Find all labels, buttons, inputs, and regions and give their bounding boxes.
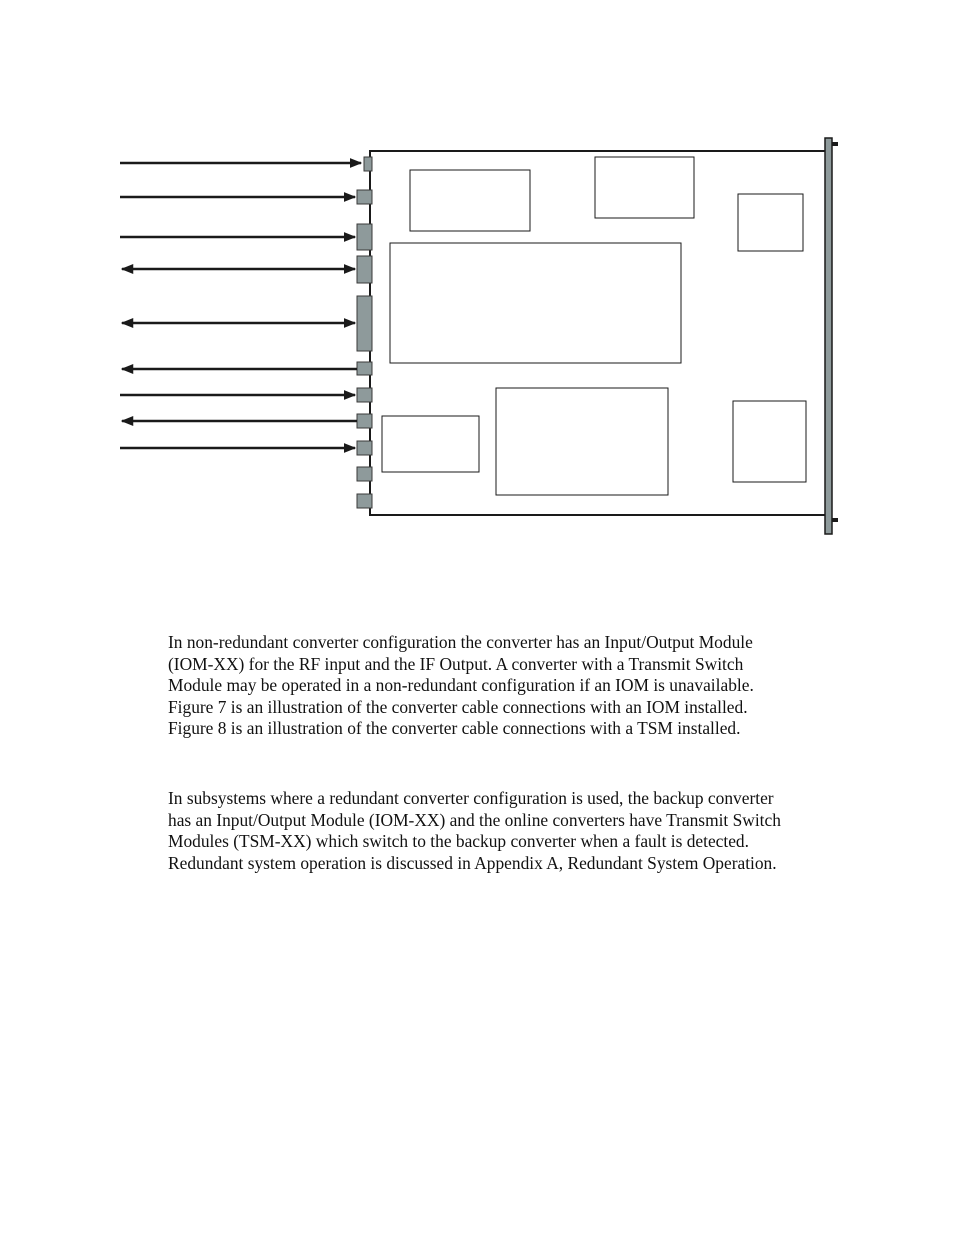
connector — [357, 296, 372, 351]
connector — [357, 256, 372, 283]
paragraph-line: has an Input/Output Module (IOM-XX) and the online converters have Transmit Switch — [168, 809, 781, 830]
paragraph-line: (IOM-XX) for the RF input and the IF Output. A converter with a Transmit Switch — [168, 653, 744, 674]
paragraph-line: Figure 7 is an illustration of the converter cable connections with an IOM installed. — [168, 696, 748, 717]
front-panel-tab-top — [832, 142, 838, 146]
connector — [357, 388, 372, 402]
paragraph-line: In subsystems where a redundant converter configuration is used, the backup converter — [168, 788, 774, 808]
paragraph-line: Figure 8 is an illustration of the converter cable connections with a TSM installed. — [168, 718, 741, 739]
module-block-f — [733, 401, 806, 482]
connector — [357, 414, 372, 428]
module-block-e — [496, 388, 668, 495]
cable-arrows — [120, 163, 361, 448]
front-panel-tab-bottom — [832, 518, 838, 522]
connector — [364, 157, 372, 171]
module-block-d — [382, 416, 479, 472]
paragraph-line: Module may be operated in a non-redundant configuration if an IOM is unavailable. — [168, 675, 754, 696]
connector — [357, 224, 372, 250]
connector — [357, 467, 372, 481]
module-block-a — [410, 170, 530, 231]
module-block-c — [738, 194, 803, 251]
front-panel — [825, 138, 832, 534]
module-block-b — [595, 157, 694, 218]
connector — [357, 441, 372, 455]
connector — [357, 362, 372, 375]
paragraph-line: Redundant system operation is discussed in Appendix A, Redundant System Operation. — [168, 852, 777, 873]
paragraph-line: Modules (TSM-XX) which switch to the backup converter when a fault is detected. — [168, 831, 749, 852]
connector — [357, 190, 372, 204]
connector — [357, 494, 372, 508]
paragraph-redundant — [168, 788, 848, 874]
converter-connection-diagram — [0, 0, 954, 560]
module-block-main — [390, 243, 681, 363]
paragraph-non-redundant — [168, 632, 848, 740]
paragraph-line: In non-redundant converter configuration the converter has an Input/Output Module — [168, 632, 753, 652]
